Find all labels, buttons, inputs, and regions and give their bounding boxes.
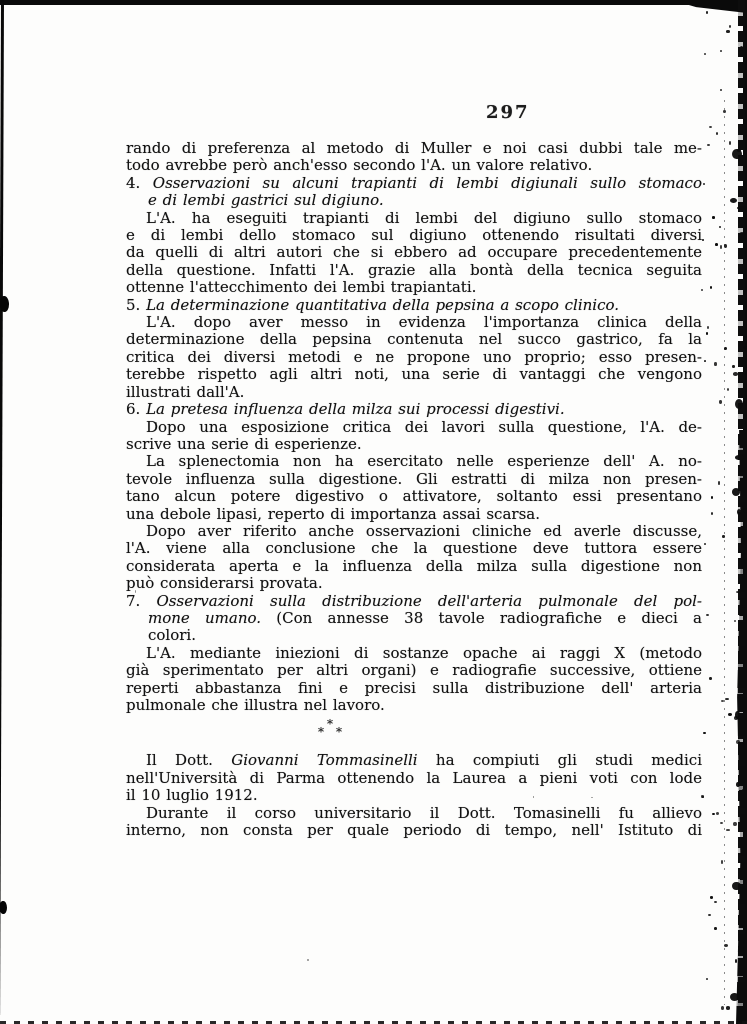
scan-speck xyxy=(724,244,727,248)
margin-dotted-line xyxy=(724,100,725,1005)
scan-speck xyxy=(720,822,723,824)
text-segment: da quelli di altri autori che si ebbero ad occupare precedentemente xyxy=(126,243,702,262)
text-line xyxy=(126,453,702,470)
scan-speck xyxy=(721,700,725,703)
scan-speck xyxy=(728,713,732,716)
text-segment: 4. xyxy=(126,173,153,192)
scan-speck xyxy=(730,993,739,1001)
text-segment: todo avrebbe però anch'esso secondo l'A. un valore relativo. xyxy=(126,156,593,175)
scan-speck xyxy=(307,959,309,962)
page-number: 297 xyxy=(486,102,530,123)
scan-speck xyxy=(720,245,722,248)
scan-speck xyxy=(732,488,740,496)
text-segment: della questione. Infatti l'A. grazie alla bontà della tecnica seguita xyxy=(126,260,702,279)
scan-speck xyxy=(738,503,741,507)
text-segment: interno, non consta per quale periodo di tempo, nell' Istituto di xyxy=(126,821,702,840)
text-line xyxy=(126,540,702,557)
scan-edge-right-ragged xyxy=(738,0,745,1024)
text-line xyxy=(126,471,702,488)
text-segment: critica dei diversi metodi e ne propone uno proprio; esso presen- xyxy=(126,347,702,366)
text-line xyxy=(126,157,702,174)
text-segment: e di lembi dello stomaco sul digiuno ottenendo risultati diversi xyxy=(126,226,702,245)
scan-speck xyxy=(719,226,721,229)
scan-speck xyxy=(712,216,715,218)
text-line xyxy=(126,349,702,366)
asterisk-glyph: * xyxy=(318,725,324,740)
scan-speck xyxy=(711,496,714,499)
text-segment: L'A. ha eseguiti trapianti di lembi del digiuno sullo stomaco xyxy=(146,208,702,227)
text-segment: determinazione della pepsina contenuta nel succo gastrico, fa la xyxy=(126,330,702,349)
text-segment: Durante il corso universitario il Dott. Tomasinelli fu allievo xyxy=(146,803,702,822)
text-line xyxy=(126,192,702,209)
scan-speck xyxy=(732,365,734,368)
scan-speck xyxy=(743,205,747,208)
scan-speck xyxy=(735,959,738,964)
asterisk-glyph: * xyxy=(336,725,342,740)
text-line xyxy=(126,822,702,839)
text-line xyxy=(126,366,702,383)
scan-speck xyxy=(736,591,741,593)
scan-speck xyxy=(707,326,709,328)
italic-text-segment: Osservazioni sulla distribuzione dell'arteria pulmonale del pol- xyxy=(156,591,702,610)
scan-speck xyxy=(736,740,740,744)
scan-speck xyxy=(703,183,705,185)
scan-speck xyxy=(736,782,740,787)
text-line xyxy=(126,645,702,662)
scan-speck xyxy=(729,25,731,27)
text-segment: colori. xyxy=(148,626,196,645)
text-line xyxy=(126,787,702,804)
text-line xyxy=(126,244,702,261)
text-line xyxy=(126,384,702,401)
text-line xyxy=(126,680,702,697)
text-segment: 7. xyxy=(126,591,157,610)
text-line xyxy=(126,314,702,331)
scan-speck xyxy=(715,243,718,246)
text-line xyxy=(126,401,702,418)
italic-text-segment: La pretesa influenza della milza sui processi digestivi. xyxy=(146,400,565,419)
text-line xyxy=(126,610,702,627)
asterism-mark xyxy=(126,718,702,752)
text-line xyxy=(126,523,702,540)
text-segment: Dopo una esposizione critica dei lavori sulla questione, l'A. de- xyxy=(146,417,702,436)
text-line xyxy=(126,210,702,227)
text-segment: nell'Università di Parma ottenendo la Laurea a pieni voti con lode xyxy=(126,768,702,787)
text-segment: una debole lipasi, reperto di importanza assai scarsa. xyxy=(126,504,540,523)
scan-speck xyxy=(716,132,718,135)
text-segment: ottenne l'attecchimento dei lembi trapiantati. xyxy=(126,278,477,297)
scan-speck xyxy=(733,372,738,375)
scan-speck xyxy=(703,732,705,734)
scan-speck xyxy=(714,927,717,930)
scan-speck xyxy=(708,914,710,916)
scan-speck xyxy=(719,400,722,404)
text-segment: ha compiuti gli studi medici xyxy=(417,751,702,770)
text-segment: tano alcun potere digestivo o attivatore, soltanto essi presentano xyxy=(126,487,702,506)
text-segment: 6. xyxy=(126,400,147,419)
scan-speck xyxy=(704,53,706,55)
scan-speck xyxy=(743,508,747,513)
text-line xyxy=(126,593,702,610)
scan-speck xyxy=(737,206,747,210)
text-line xyxy=(126,331,702,348)
scan-speck xyxy=(724,944,728,947)
text-segment: considerata aperta e la influenza della milza sulla digestione non xyxy=(126,556,702,575)
scan-speck xyxy=(734,620,736,623)
scan-speck xyxy=(714,362,717,365)
text-line xyxy=(126,627,702,644)
text-segment: scrive una serie di esperienze. xyxy=(126,434,362,453)
scan-speck xyxy=(738,232,746,241)
scan-speck xyxy=(712,813,715,816)
scan-speck xyxy=(740,46,742,50)
scan-speck xyxy=(734,716,738,720)
scan-speck xyxy=(704,360,706,362)
scan-speck xyxy=(721,860,723,864)
scan-speck xyxy=(726,1006,730,1010)
scan-speck xyxy=(706,978,708,980)
text-segment: pulmonale che illustra nel lavoro. xyxy=(126,696,385,714)
text-line xyxy=(126,419,702,436)
asterisk-glyph: * xyxy=(327,717,333,732)
text-segment: Dopo aver riferito anche osservazioni cliniche ed averle discusse, xyxy=(146,521,702,540)
italic-text-segment: La determinazione quantitativa della pepsina a scopo clinico. xyxy=(146,295,620,314)
text-line xyxy=(126,175,702,192)
text-line xyxy=(126,436,702,453)
text-line xyxy=(126,662,702,679)
italic-text-segment: Giovanni Tommasinelli xyxy=(231,751,418,770)
text-segment: l'A. viene alla conclusione che la questione deve tuttora essere xyxy=(126,539,702,558)
scan-edge-top xyxy=(0,0,747,5)
text-line xyxy=(126,262,702,279)
scan-speck xyxy=(732,149,741,160)
scan-speck xyxy=(735,455,745,460)
text-segment: (Con annesse 38 tavole radiografiche e dieci a xyxy=(261,608,702,627)
text-segment: può considerarsi provata. xyxy=(126,574,323,593)
scan-speck xyxy=(722,535,724,538)
text-segment: reperti abbastanza fini e precisi sulla distribuzione dell' arteria xyxy=(126,678,702,697)
text-line xyxy=(126,805,702,822)
text-line xyxy=(126,297,702,314)
text-line xyxy=(126,279,702,296)
scan-speck xyxy=(706,614,709,616)
text-line xyxy=(126,770,702,787)
scan-speck xyxy=(702,796,704,798)
text-line xyxy=(126,227,702,244)
scan-speck xyxy=(706,11,708,14)
text-line xyxy=(126,575,702,592)
text-line xyxy=(126,752,702,769)
scan-speck xyxy=(737,509,741,515)
scan-speck xyxy=(725,698,729,700)
scan-speck xyxy=(733,822,737,827)
scan-speck xyxy=(742,789,744,793)
text-line xyxy=(126,558,702,575)
scan-speck xyxy=(724,347,727,351)
text-line xyxy=(126,506,702,523)
scan-speck xyxy=(721,1006,724,1010)
scan-speck xyxy=(720,50,722,52)
ink-blob-left-lower xyxy=(0,901,7,914)
scan-speck xyxy=(707,144,710,146)
scan-speck xyxy=(710,286,712,289)
scan-speck xyxy=(743,346,747,349)
scan-speck xyxy=(710,896,713,898)
text-segment: tevole influenza sulla digestione. Gli estratti di milza non presen- xyxy=(126,469,702,488)
scan-speck xyxy=(709,126,712,128)
text-segment: il 10 luglio 1912. xyxy=(126,786,258,805)
scan-speck xyxy=(720,89,722,91)
scan-edge-left xyxy=(0,0,4,1015)
scan-edge-top-corner xyxy=(685,0,747,13)
scan-speck xyxy=(704,543,706,545)
text-segment: L'A. mediante iniezioni di sostanze opache ai raggi X (metodo xyxy=(146,643,702,662)
scan-speck xyxy=(716,812,719,815)
italic-text-segment: Osservazioni su alcuni trapianti di lembi digiunali sullo stomaco xyxy=(152,173,702,192)
scan-speck xyxy=(742,605,745,608)
scan-speck xyxy=(727,388,729,391)
scan-speck xyxy=(709,677,711,680)
page-text-block xyxy=(126,140,702,839)
scan-speck xyxy=(723,110,726,113)
text-line xyxy=(126,697,702,714)
text-segment: La splenectomia non ha esercitato nelle esperienze dell' A. no- xyxy=(146,452,702,471)
scan-speck xyxy=(735,399,743,410)
text-segment: rando di preferenza al metodo di Muller e noi casi dubbi tale me- xyxy=(126,139,702,157)
scan-speck xyxy=(737,149,741,152)
scan-edge-right-dense xyxy=(736,430,747,1024)
scan-speck xyxy=(729,141,731,145)
text-segment: Il Dott. xyxy=(146,751,232,770)
text-segment: già sperimentato per altri organi) e radiografie successive, ottiene xyxy=(126,661,702,680)
text-segment: L'A. dopo aver messo in evidenza l'importanza clinica della xyxy=(146,313,702,332)
text-segment: 5. xyxy=(126,295,147,314)
scan-speck xyxy=(711,512,713,515)
scan-speck xyxy=(741,715,745,720)
scan-speck xyxy=(726,829,730,832)
scan-speck xyxy=(714,901,717,904)
scan-speck xyxy=(743,940,747,951)
italic-text-segment: mone umano. xyxy=(148,608,262,627)
text-line xyxy=(126,488,702,505)
text-segment: illustrati dall'A. xyxy=(126,382,245,401)
text-segment: terebbe rispetto agli altri noti, una serie di vantaggi che vengono xyxy=(126,365,702,384)
scan-edge-right xyxy=(743,0,747,1024)
ink-blob-left-upper xyxy=(0,296,9,312)
scan-speck xyxy=(718,481,720,484)
scan-speck xyxy=(732,882,740,891)
text-line xyxy=(126,140,702,157)
scan-speck xyxy=(726,30,729,33)
italic-text-segment: e di lembi gastrici sul digiuno. xyxy=(148,191,384,210)
scan-speck xyxy=(735,711,741,719)
scan-speck xyxy=(706,332,708,334)
scan-speck xyxy=(730,198,737,203)
scan-speck xyxy=(743,948,747,958)
